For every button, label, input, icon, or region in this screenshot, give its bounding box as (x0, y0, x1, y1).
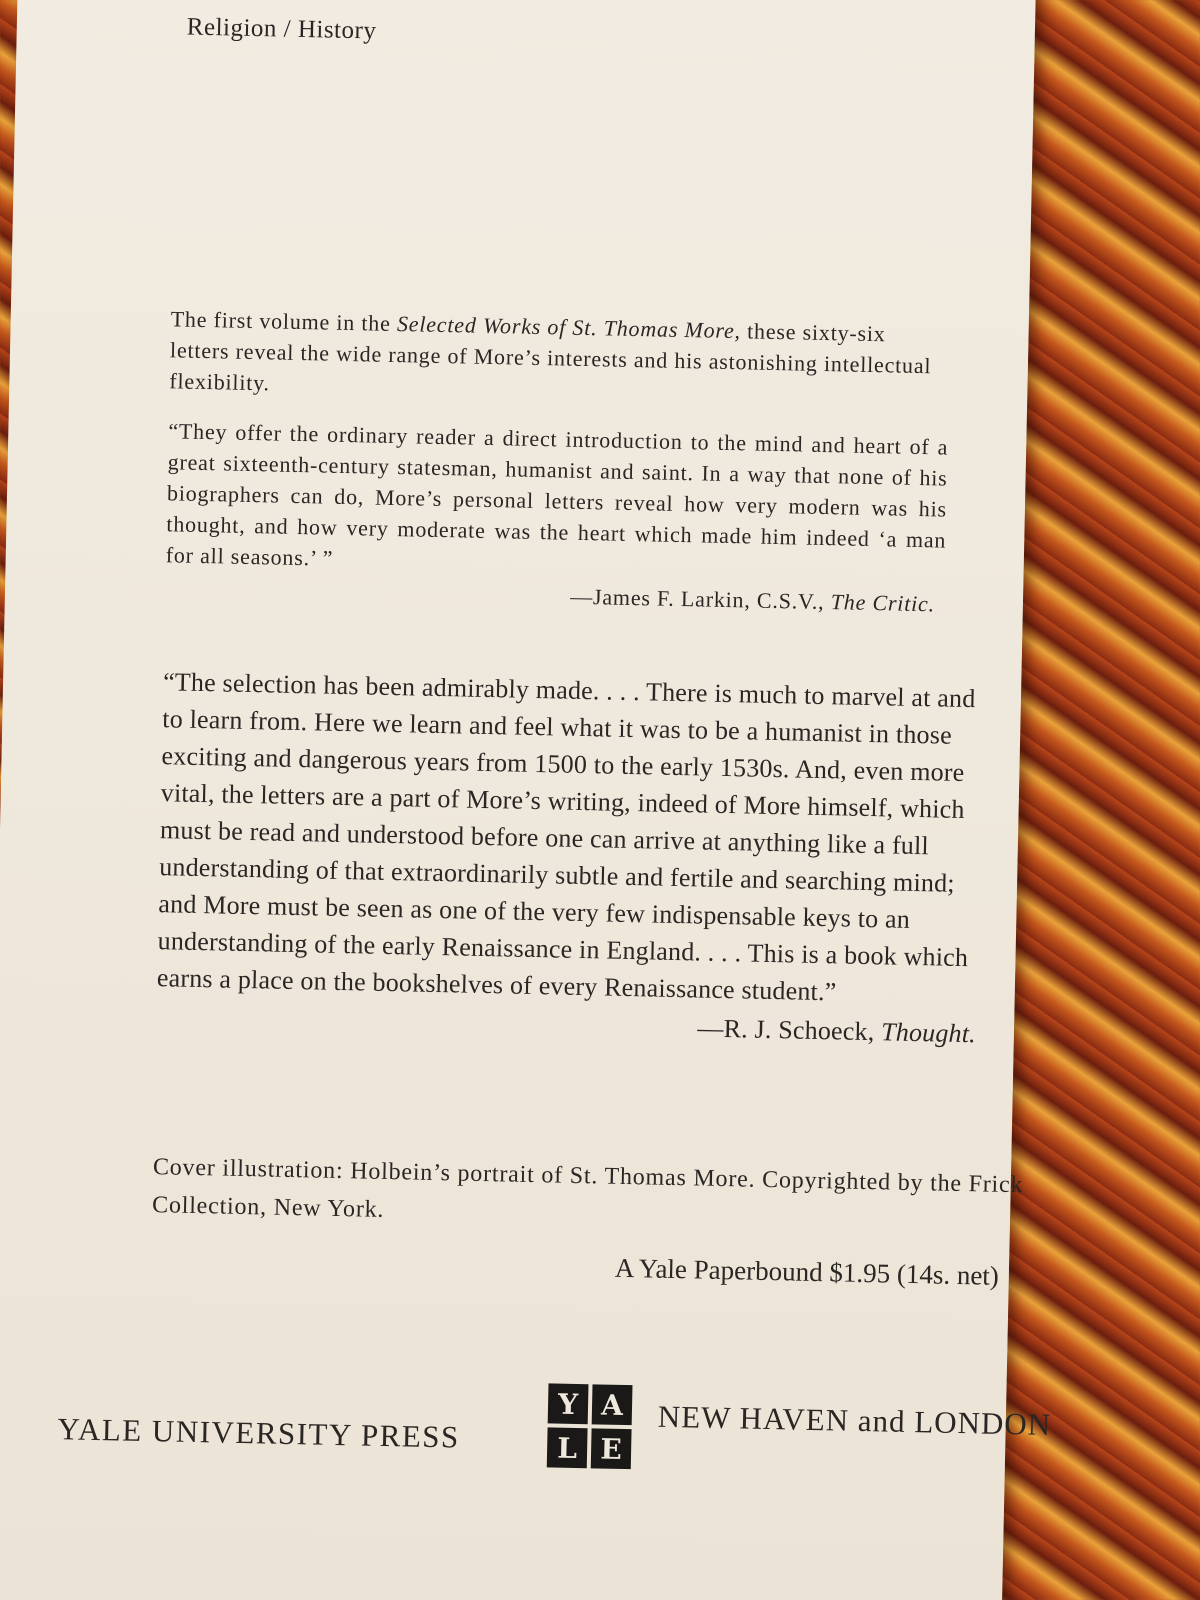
publisher-location: NEW HAVEN and LONDON (657, 1398, 1052, 1442)
logo-letter: Y (548, 1383, 589, 1424)
logo-letter: A (592, 1384, 633, 1425)
category-label: Religion / History (186, 13, 377, 45)
publisher-footer (56, 1387, 1078, 1512)
cover-illustration-credit (152, 1148, 1033, 1242)
logo-letter: L (547, 1427, 588, 1468)
press-name: YALE UNIVERSITY PRESS (57, 1411, 461, 1455)
attribution-name: —R. J. Schoeck, (697, 1013, 882, 1047)
price-line: A Yale Paperbound $1.95 (14s. net) (614, 1252, 1000, 1291)
quote-text: “They offer the ordinary reader a direct introduction to the mind and heart of a great sixteenth-century statesman, humanist and saint. In a way that none of his biographers can do, More’s personal letters reveal how very modern was his thought, and how very moderate was the heart which made him indeed ‘a man for all seasons.’ ” (165, 418, 949, 571)
intro-text-after: these sixty-six letters reveal the wide range of More’s interests and his astonishing intellectual flexibility. (169, 318, 932, 396)
credit-text: Cover illustration: Holbein’s portrait of St. Thomas More. Copyrighted by the Frick Collection, New York. (151, 1154, 1024, 1223)
review-quote-schoeck (156, 663, 994, 1052)
attribution-source: The Critic. (830, 589, 936, 617)
attribution-name: —James F. Larkin, C.S.V., (569, 583, 832, 615)
review-quote-larkin (165, 415, 949, 619)
logo-letter: E (591, 1428, 632, 1469)
intro-text-before: The first volume in the (170, 306, 398, 337)
attribution-source: Thought. (880, 1017, 977, 1049)
yale-logo (547, 1383, 633, 1469)
intro-paragraph (169, 303, 951, 412)
quote-text: “The selection has been admirably made. . . . There is much to marvel at and to learn from. Here we learn and feel what it was to be a humanist in those exciting and dangerous years from 1500 to the early 1530s. And, even more vital, the letters are a part of More’s writing, indeed of More himself, which must be read and understood before one can arrive at anything like a full understanding of that extraordinarily subtle and fertile and searching mind; and More must be seen as one of the very few indispensable keys to an understanding of the early Renaissance in England. . . . This is a book which earns a place on the bookshelves of every Renaissance student.” (156, 667, 976, 1007)
series-title: Selected Works of St. Thomas More, (396, 311, 742, 344)
